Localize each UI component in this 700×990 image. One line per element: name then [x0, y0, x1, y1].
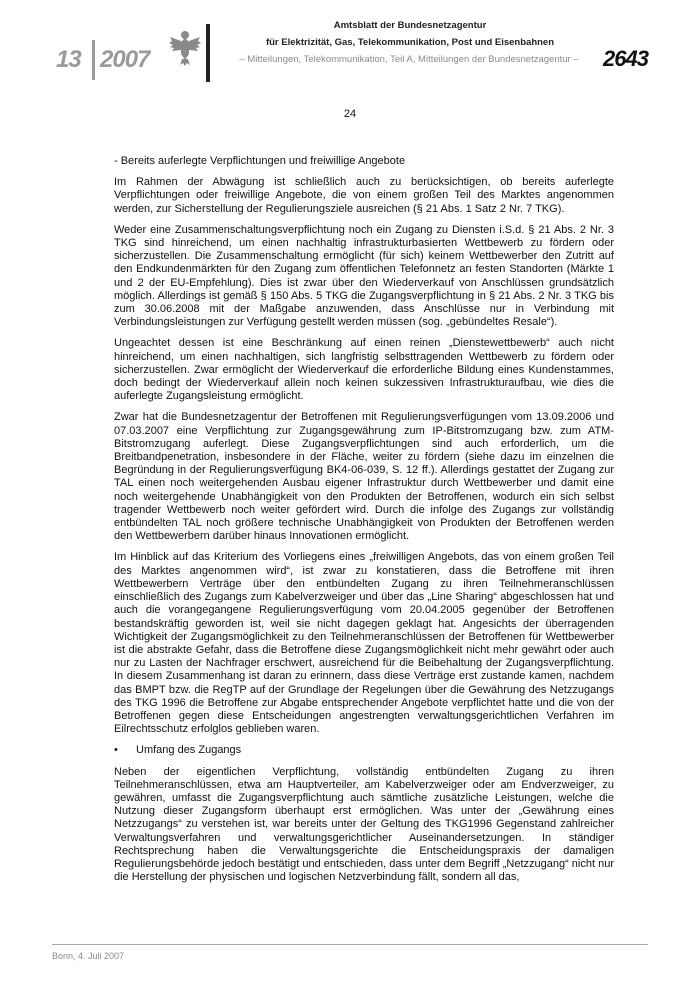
gazette-subtitle-line: für Elektrizität, Gas, Telekommunikation, Post und Eisenbahnen: [265, 37, 555, 48]
bullet-item: [114, 744, 614, 757]
header-bar: [206, 24, 210, 82]
gazette-title: Amtsblatt der Bundesnetzagentur: [333, 20, 487, 31]
issue-year: 2007: [100, 46, 150, 73]
footer-divider: [52, 944, 648, 945]
page-number: 2643: [603, 46, 648, 71]
document-body: [114, 155, 614, 892]
footer-date: Bonn, 4. Juli 2007: [52, 951, 125, 961]
paragraph: Neben der eigentlichen Verpflichtung, vollständig entbündelten Zugang zu ihren Teilnehmeranschlüssen, etwa am Hauptverteiler, am Kabelverzweiger oder am Endverzweiger, zu gewähren, umfasst die Zugangsverpflichtung auch sämtliche zusätzliche Leistungen, welche die Nutzung dieser Zugangsform überhaupt erst ermöglichen. Was unter der „Gewährung eines Netzzugangs“ zu verstehen ist, war bereits unter der Geltung des TKG1996 Gegenstand zahlreicher Verwaltungsverfahren und verwaltungsgerichtlicher Auseinandersetzungen. In ständiger Rechtsprechung haben die Verwaltungsgerichte die Entscheidungspraxis der damaligen Regulierungsbehörde jedoch bestätigt und entschieden, dass unter dem Begriff „Netzzugang“ nicht nur die Herstellung der physischen und logischen Netzverbindung fällt, sondern all das,: [114, 765, 615, 884]
paragraph: Weder eine Zusammenschaltungsverpflichtung noch ein Zugang zu Diensten i.S.d. § 21 Abs. 2 Nr. 3 TKG sind hinreichend, um einen nachhaltig infrastrukturbasierten Wettbewerb zu fördern oder sicherzustellen. Die Zusammenschaltung ermöglicht (für sich) keinem Wettbewerber den Zutritt auf den Endkundenmärkten für den Zugang zum öffentlichen Telefonnetz an festen Standorten (Märkte 1 und 2 der EU-Empfehlung). Dies ist zwar über den Wiederverkauf von Anschlüssen grundsätzlich möglich. Allerdings ist gemäß § 150 Abs. 5 TKG die Zugangsverpflichtung in § 21 Abs. 2 Nr. 3 TKG bis zum 30.06.2008 mit der Maßgabe anzuwenden, dass Anschlüsse nur in Verbindung mit Verbindungsleistungen zur Verfügung gestellt werden müssen (sog. „gebündeltes Resale“).: [114, 223, 614, 329]
paragraph: Zwar hat die Bundesnetzagentur der Betroffenen mit Regulierungsverfügungen vom 13.09.2006 und 07.03.2007 eine Verpflichtung zur Zugangsgewährung zum IP-Bitstromzugang bzw. zum ATM-Bitstromzugang auferlegt. Diese Zugangsverpflichtungen sind auch erforderlich, um die Breitbandpenetration, insbesondere in der Fläche, weiter zu fördern (siehe dazu im einzelnen die Begründung in der Regulierungsverfügung BK4-06-039, S. 12 ff.). Allerdings gestattet der Zugang zur TAL einen noch weitergehenden Ausbau eigener Infrastruktur durch Wettbewerber und damit eine noch weitergehende Unabhängigkeit von den Produkten der Betroffenen, wodurch ein sich selbst tragender Wettbewerb noch weiter gefördert wird. Durch die infolge des Zugangs zur vollständig entbündelten TAL noch größere technische Unabhängigkeit von Produkten der Betroffenen werden den Wettbewerbern darüber hinaus Innovationen ermöglicht.: [114, 411, 614, 543]
section-subtitle: – Mitteilungen, Telekommunikation, Teil A, Mitteilungen der Bundesnetzagentur –: [239, 54, 579, 65]
bullet-marker: •: [114, 744, 118, 757]
bullet-text: Umfang des Zugangs: [136, 744, 242, 757]
issue-number: 13: [56, 46, 81, 73]
paragraph: - Bereits auferlegte Verpflichtungen und freiwillige Angebote: [114, 155, 406, 167]
federal-eagle-icon: [168, 28, 202, 66]
paragraph: Ungeachtet dessen ist eine Beschränkung auf einen reinen „Dienstewettbewerb“ auch nicht hinreichend, um einen nachhaltigen, sich langfristig selbsttragenden Wettbewerb zu fördern oder sicherzustellen. Zwar ermöglicht der Wiederverkauf die erforderliche Bildung eines Kundenstammes, doch bedingt der Wiederverkauf allein noch keinen sukzessiven Infrastrukturaufbau, wie dies die auferlegte Zugangsleistung ermöglicht.: [114, 337, 614, 403]
inner-page-number: 24: [343, 108, 357, 120]
issue-separator: [92, 40, 95, 80]
paragraph: Im Rahmen der Abwägung ist schließlich auch zu berücksichtigen, ob bereits auferlegte Verpflichtungen oder freiwillige Angebote, die von einem großen Teil des Marktes angenommen werden, zur Sicherstellung der Regulierungsziele ausreichen (§ 21 Abs. 1 Satz 2 Nr. 7 TKG).: [114, 176, 614, 215]
page-header: [0, 0, 700, 90]
paragraph: Im Hinblick auf das Kriterium des Vorliegens eines „freiwilligen Angebots, das von einem großen Teil des Marktes angenommen wird“, ist zwar zu konstatieren, dass die Betroffene mit ihren Wettbewerbern Verträge über den entbündelten Zugang zu ihren Teilnehmeranschlüssen einschließlich des Zugangs zum Kabelverzweiger und über das „Line Sharing“ abgeschlossen hat und auch die vorangegangene Regulierungsverfügung vom 20.04.2005 gegenüber der Betroffenen bestandskräftig geworden ist, weil sie nicht dagegen geklagt hat. Angesichts der überragenden Wichtigkeit der Zugangsmöglichkeit zu den Teilnehmeranschlüssen der Betroffenen für Wettbewerber ist die abstrakte Gefahr, dass die Betroffene diese Zugangsmöglichkeit nicht mehr gewährt oder auch nur zu Lasten der Nachfrager erschwert, ausreichend für die Beibehaltung der Zugangsverpflichtung. In diesem Zusammenhang ist daran zu erinnern, dass diese Verträge erst zustande kamen, nachdem das BMPT bzw. die RegTP auf der Grundlage der Regelungen über die Gewährung des Netzzugangs des TKG 1996 die Betroffene zur Abgabe entsprechender Angebote verpflichtet hatte und die von der Betroffenen gegen diese Entscheidungen angestrengten verwaltungsgerichtlichen Verfahren im Eilrechtsschutz erfolglos geblieben waren.: [114, 551, 614, 736]
